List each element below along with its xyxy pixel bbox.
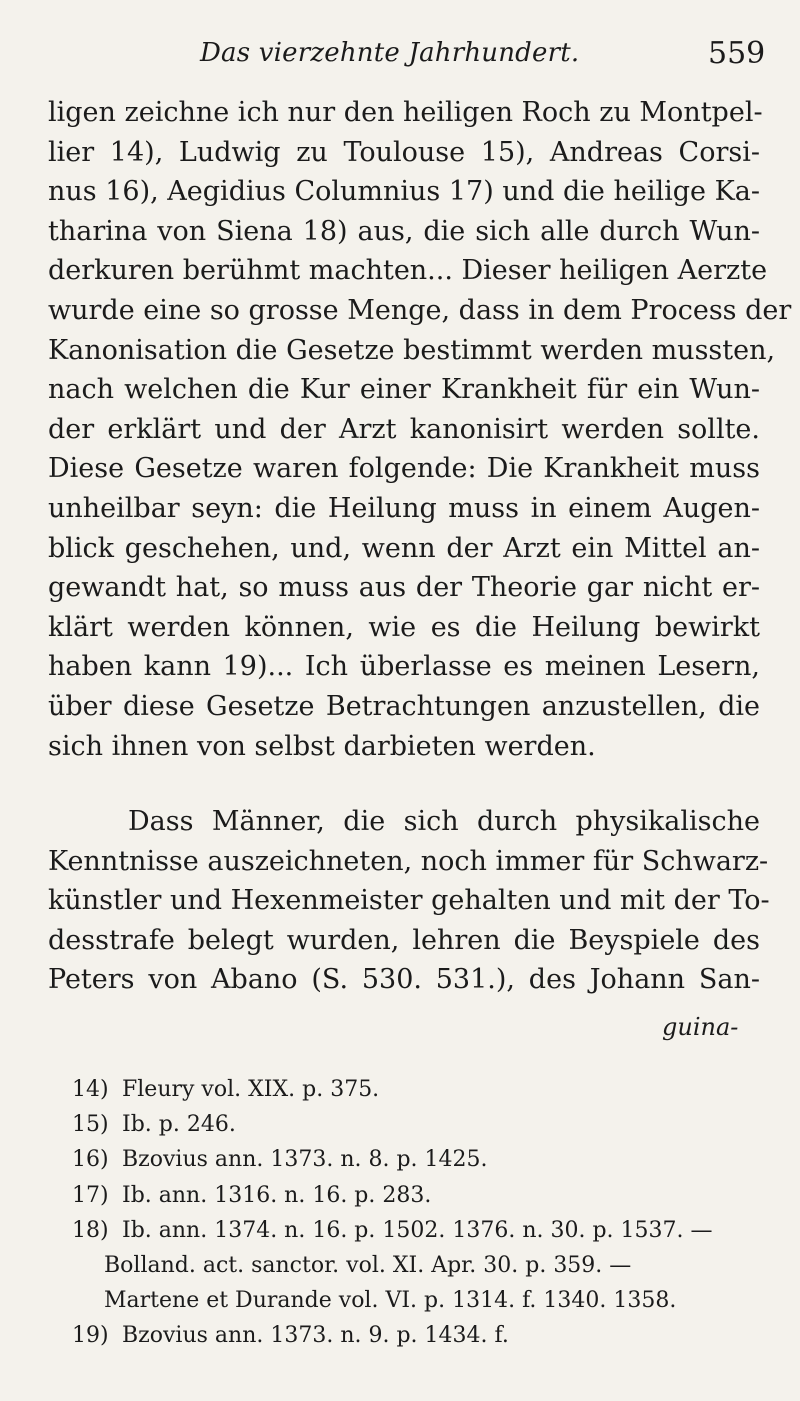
text-line: gewandt hat, so muss aus der Theorie gar nicht er-: [48, 572, 760, 604]
text-line: Kenntnisse auszeichneten, noch immer für Schwarz-: [48, 845, 769, 877]
footnote-number: 18): [72, 1217, 109, 1243]
footnote-text: Bzovius ann. 1373. n. 9. p. 1434. f.: [122, 1323, 509, 1349]
text-line: künstler und Hexenmeister gehalten und mit der To-: [48, 885, 770, 917]
footnote-text: Ib. p. 246.: [122, 1112, 236, 1138]
text-line: desstrafe belegt wurden, lehren die Beyspiele des: [48, 924, 760, 956]
footnote-number: 17): [72, 1182, 109, 1208]
text-line: nach welchen die Kur einer Krankheit für ein Wun-: [48, 374, 760, 406]
footnote: [72, 1142, 762, 1177]
footnote: [72, 1178, 762, 1213]
text-line: haben kann 19)... Ich überlasse es meinen Lesern,: [48, 651, 760, 683]
footnote: [72, 1213, 762, 1248]
footnote-number: 16): [72, 1147, 109, 1173]
text-line: blick geschehen, und, wenn der Arzt ein Mittel an-: [48, 532, 760, 564]
text-line: nus 16), Aegidius Columnius 17) und die heilige Ka-: [48, 176, 760, 208]
text-line: klärt werden können, wie es die Heilung bewirkt: [48, 611, 760, 643]
text-line: Kanonisation die Gesetze bestimmt werden mussten,: [48, 334, 776, 366]
text-line: über diese Gesetze Betrachtungen anzustellen, die: [48, 690, 760, 722]
text-line: lier 14), Ludwig zu Toulouse 15), Andreas Corsi-: [48, 136, 760, 168]
footnote-continuation: [72, 1248, 762, 1283]
footnote: [72, 1318, 762, 1353]
footnote-text: Ib. ann. 1374. n. 16. p. 1502. 1376. n. 30. p. 1537. —: [122, 1217, 713, 1243]
footnote-text: Fleury vol. XIX. p. 375.: [122, 1077, 380, 1102]
footnote-text: Bolland. act. sanctor. vol. XI. Apr. 30. p. 359. —: [104, 1253, 632, 1279]
footnote-number: 14): [72, 1077, 109, 1102]
text-line: tharina von Siena 18) aus, die sich alle durch Wun-: [48, 215, 760, 247]
footnote: [72, 1107, 762, 1142]
footnote-continuation: [72, 1283, 762, 1318]
text-line: derkuren berühmt machten... Dieser heiligen Aerzte: [48, 255, 768, 287]
text-line: sich ihnen von selbst darbieten werden.: [48, 730, 596, 762]
catchword: guina-: [662, 1013, 739, 1041]
text-line: Dass Männer, die sich durch physikalische: [128, 806, 760, 838]
footnote-text: Ib. ann. 1316. n. 16. p. 283.: [122, 1182, 432, 1208]
footnote-text: Bzovius ann. 1373. n. 8. p. 1425.: [122, 1147, 488, 1173]
footnote-number: 15): [72, 1112, 109, 1138]
text-line: ligen zeichne ich nur den heiligen Roch zu Montpel-: [48, 97, 763, 128]
page-number: 559: [708, 36, 766, 71]
text-line: der erklärt und der Arzt kanonisirt werden sollte.: [48, 413, 760, 445]
running-title: Das vierzehnte Jahrhundert.: [200, 38, 580, 68]
footnote-number: 19): [72, 1323, 109, 1349]
main-text: [48, 93, 792, 1000]
footnote-text: Martene et Durande vol. VI. p. 1314. f. 1340. 1358.: [104, 1288, 677, 1314]
text-line: unheilbar seyn: die Heilung muss in einem Augen-: [48, 492, 760, 524]
text-line: Diese Gesetze waren folgende: Die Krankheit muss: [48, 453, 760, 485]
paragraph-2: [48, 802, 770, 1000]
text-line: Peters von Abano (S. 530. 531.), des Johann San-: [48, 964, 760, 996]
text-line: wurde eine so grosse Menge, dass in dem Process der: [48, 294, 792, 326]
paragraph-1: [48, 93, 792, 766]
footnotes: [72, 1072, 762, 1354]
footnote: [72, 1072, 762, 1107]
